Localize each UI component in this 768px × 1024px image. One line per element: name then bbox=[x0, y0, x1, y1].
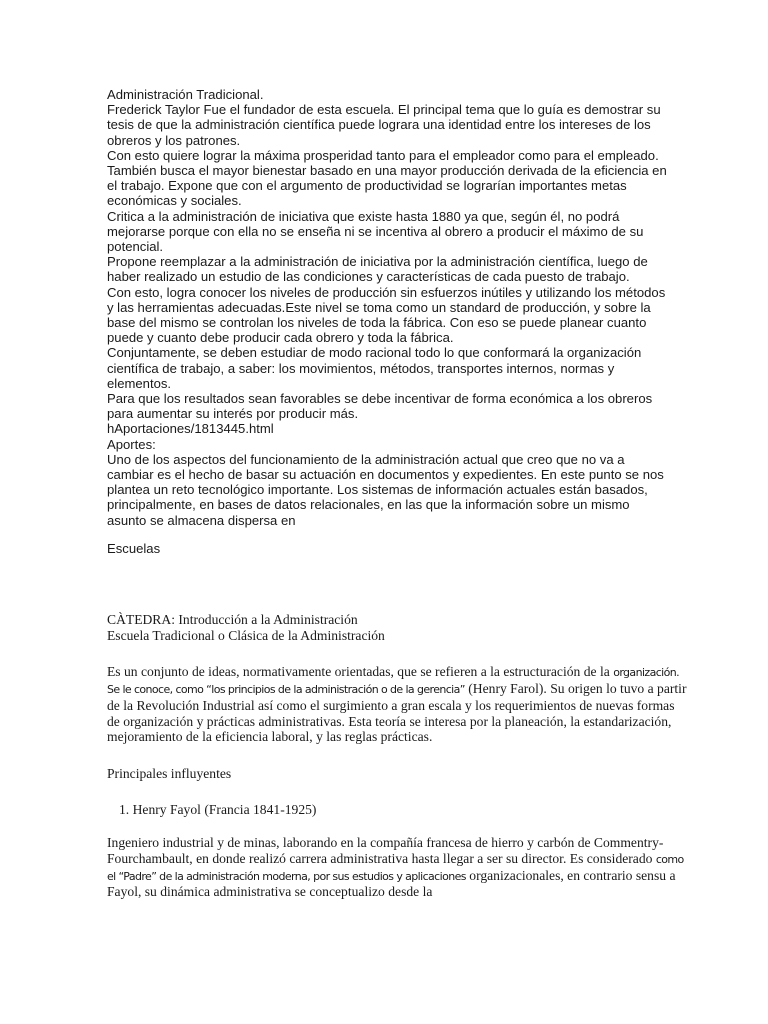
fayol-text-start: Ingeniero industrial y de minas, laborando en la compañía francesa de hierro y carbón de Commentry-Fourchambault, en donde realizó carrera administrativa hasta llegar a ser su director. bbox=[107, 835, 664, 867]
list-item-fayol: 1. Henry Fayol (Francia 1841-1925) bbox=[119, 801, 317, 817]
aportes-paragraph: Uno de los aspectos del funcionamiento de la administración actual que creo que no va a cambiar es el hecho de basar su actuación en documentos y expedientes. En este punto se nos plantea un reto tecnológico importante. Los sistemas de información actuales están basados, principalmente, en bases de datos relacionales, en las que la información sobre un mismo asunto se almacena dispersa en bbox=[107, 451, 664, 528]
paragraph-rational-study: Conjuntamente, se deben estudiar de modo racional todo lo que conformará la organización científica de trabajo, a saber: los movimientos, métodos, transportes internos, normas y elementos. bbox=[107, 345, 642, 391]
fayol-text-end: organizacionales, en contrario sensu a Fayol, su dinámica administrativa se conceptualizo desde la bbox=[107, 867, 676, 900]
aportes-heading: Aportes: bbox=[107, 436, 156, 452]
taylor-section bbox=[107, 87, 667, 556]
fayol-paragraph bbox=[107, 835, 687, 900]
school-subtitle: Escuela Tradicional o Clásica de la Administración bbox=[107, 627, 385, 643]
reference-link: hAportaciones/1813445.html bbox=[107, 421, 274, 437]
fayol-considered: Es considerado bbox=[569, 851, 656, 867]
escuelas-heading: Escuelas bbox=[107, 540, 161, 556]
paragraph-prosperity: Con esto quiere lograr la máxima prosperidad tanto para el empleador como para el empleado. bbox=[107, 147, 659, 163]
intro-condensed-text: organización. Se le conoce, como “los principios de la administración o de la gerencia” bbox=[107, 666, 680, 697]
catedra-heading: CÀTEDRA: Introducción a la Administración bbox=[107, 612, 358, 627]
paragraph-wellbeing: También busca el mayor bienestar basado en una mayor producción derivada de la eficiencia en el trabajo. Expone que con el argumento de productividad se lograrían importantes metas económicas y sociales. bbox=[107, 163, 667, 209]
paragraph-production-levels: Con esto, logra conocer los niveles de producción sin esfuerzos inútiles y utilizando los métodos y las herramientas adecuadas.Este nivel se toma como un standard de producción, y sobre la base del mismo se controlan los niveles de toda la fábrica. Con eso se puede planear cuanto puede y cuanto debe producir cada obrero y toda la fábrica. bbox=[107, 284, 666, 346]
fayol-condensed-text: como el “Padre” de la administración moderna, por sus estudios y aplicaciones bbox=[107, 853, 684, 883]
intro-text-rest: (Henry Farol). Su origen lo tuvo a partir de la Revolución Industrial así como el surgimiento a gran escala y los requerimientos de nuevas formas de organización y prácticas administrativas. Esta teoría se interesa por la planeación, la estandarización, mejoramiento de la eficiencia laboral, y las reglas prácticas. bbox=[107, 681, 687, 745]
intro-text-start: Es un conjunto de ideas, normativamente orientadas, que se refieren a la estructuración de la bbox=[107, 664, 610, 680]
section-title: Administración Tradicional. bbox=[107, 87, 264, 102]
influyentes-heading: Principales influyentes bbox=[107, 765, 232, 781]
paragraph-proposal: Propone reemplazar a la administración de iniciativa por la administración científica, luego de haber realizado un estudio de las condiciones y características de cada puesto de trabajo. bbox=[107, 254, 648, 285]
intro-paragraph bbox=[107, 664, 687, 745]
paragraph-critique: Critica a la administración de iniciativa que existe hasta 1880 ya que, según él, no podrá mejorarse porque con ella no se enseña ni se incentiva al obrero a producir el máximo de su potencial. bbox=[107, 208, 644, 255]
classical-school-section bbox=[107, 612, 687, 900]
paragraph-incentive: Para que los resultados sean favorables se debe incentivar de forma económica a los obreros para aumentar su interés por producir más. bbox=[107, 391, 653, 422]
paragraph-taylor-founder: Frederick Taylor Fue el fundador de esta escuela. El principal tema que lo guía es demostrar su tesis de que la administración científica puede lograra una identidad entre los intereses de los obreros y los patrones. bbox=[107, 102, 661, 148]
